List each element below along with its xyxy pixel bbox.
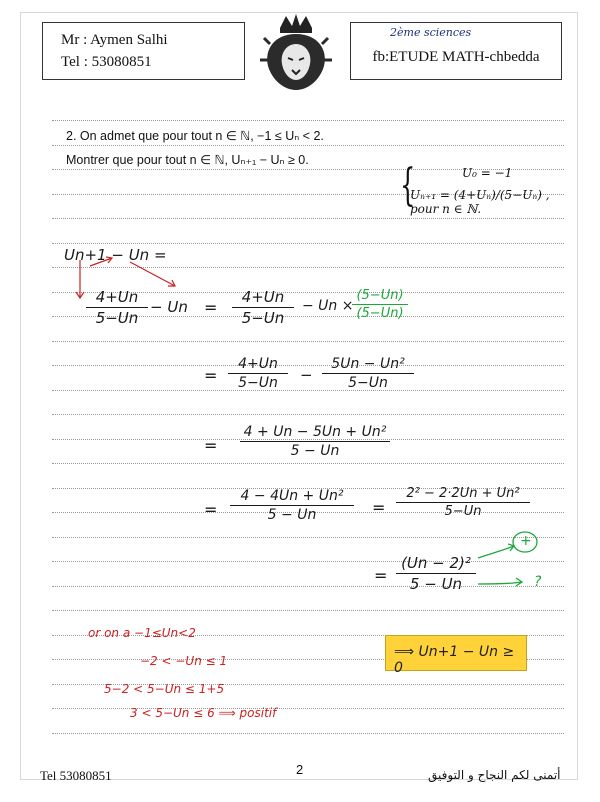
step1-times-un: − Un ×	[302, 298, 354, 314]
step5-fraction: (Un − 2)² 5 − Un	[396, 554, 476, 593]
question-sign: ?	[534, 574, 542, 590]
annotation-line-3: 5−2 < 5−Un ≤ 1+5	[104, 682, 225, 696]
ruled-line	[52, 463, 564, 464]
step4-equals: =	[204, 500, 218, 519]
step2-fraction-2: 5Un − Un² 5−Un	[322, 356, 414, 391]
question-2-line-1: 2. On admet que pour tout n ∈ ℕ, −1 ≤ Uₙ < 2.	[66, 129, 324, 143]
step4-equals-2: =	[372, 498, 386, 517]
conclusion-text: ⟹ Un+1 − Un ≥ 0	[394, 644, 515, 676]
step2-fraction-1: 4+Un 5−Un	[228, 356, 288, 391]
step4-fraction-1: 4 − 4Un + Un² 5 − Un	[230, 488, 354, 523]
lion-crown-logo-icon	[256, 14, 336, 92]
author-phone: Tel : 53080851	[61, 54, 152, 70]
footer-phone: Tel 53080851	[40, 768, 112, 783]
brace-icon: {	[400, 160, 416, 211]
ruled-line	[52, 390, 564, 391]
step3-equals: =	[204, 436, 218, 455]
ruled-line	[52, 145, 564, 146]
annotation-line-4: 3 < 5−Un ≤ 6 ⟹ positif	[130, 706, 277, 720]
annotation-line-2: −2 < −Un ≤ 1	[140, 654, 228, 668]
facebook-box	[350, 22, 562, 80]
author-box	[42, 22, 245, 80]
step1-equals: =	[204, 298, 218, 317]
initial-term: U₀ = −1	[462, 166, 513, 180]
recurrence-relation: Uₙ₊₁ = (4+Uₙ)/(5−Uₙ) , pour n ∈ ℕ.	[410, 188, 550, 216]
page-number: 2	[296, 762, 304, 777]
ruled-line	[52, 243, 564, 244]
conclusion-highlight	[385, 635, 527, 676]
question-2-line-2: Montrer que pour tout n ∈ ℕ, Uₙ₊₁ − Uₙ ≥ 0.	[66, 153, 309, 167]
ruled-line	[52, 708, 564, 709]
step1-fraction-2: 4+Un 5−Un	[232, 288, 294, 327]
solution-start: Un+1 − Un =	[64, 246, 167, 264]
class-note: 2ème sciences	[390, 26, 472, 39]
sequence-definition	[400, 160, 575, 216]
step1-fraction-3: (5−Un) (5−Un)	[352, 288, 408, 321]
annotation-line-1: or on a −1≤Un<2	[88, 626, 196, 640]
ruled-line	[52, 414, 564, 415]
ruled-line	[52, 218, 564, 219]
step2-minus: −	[300, 366, 313, 384]
positive-sign: +	[520, 533, 532, 549]
step5-equals: =	[374, 566, 388, 585]
step3-fraction: 4 + Un − 5Un + Un² 5 − Un	[240, 424, 390, 459]
step1-minus-un: − Un	[150, 298, 188, 316]
footer-wishes: أتمنى لكم النجاح و التوفيق	[428, 768, 561, 782]
ruled-line	[52, 120, 564, 121]
author-name: Mr : Aymen Salhi	[61, 32, 168, 48]
ruled-line	[52, 610, 564, 611]
ruled-line	[52, 733, 564, 734]
ruled-line	[52, 341, 564, 342]
step1-fraction-1: 4+Un 5−Un	[86, 288, 148, 327]
step4-fraction-2: 2² − 2·2Un + Un² 5−Un	[396, 486, 530, 519]
facebook-handle: fb:ETUDE MATH-chbedda	[372, 49, 540, 65]
step2-equals: =	[204, 366, 218, 385]
green-sign-arrows-icon	[470, 528, 550, 610]
